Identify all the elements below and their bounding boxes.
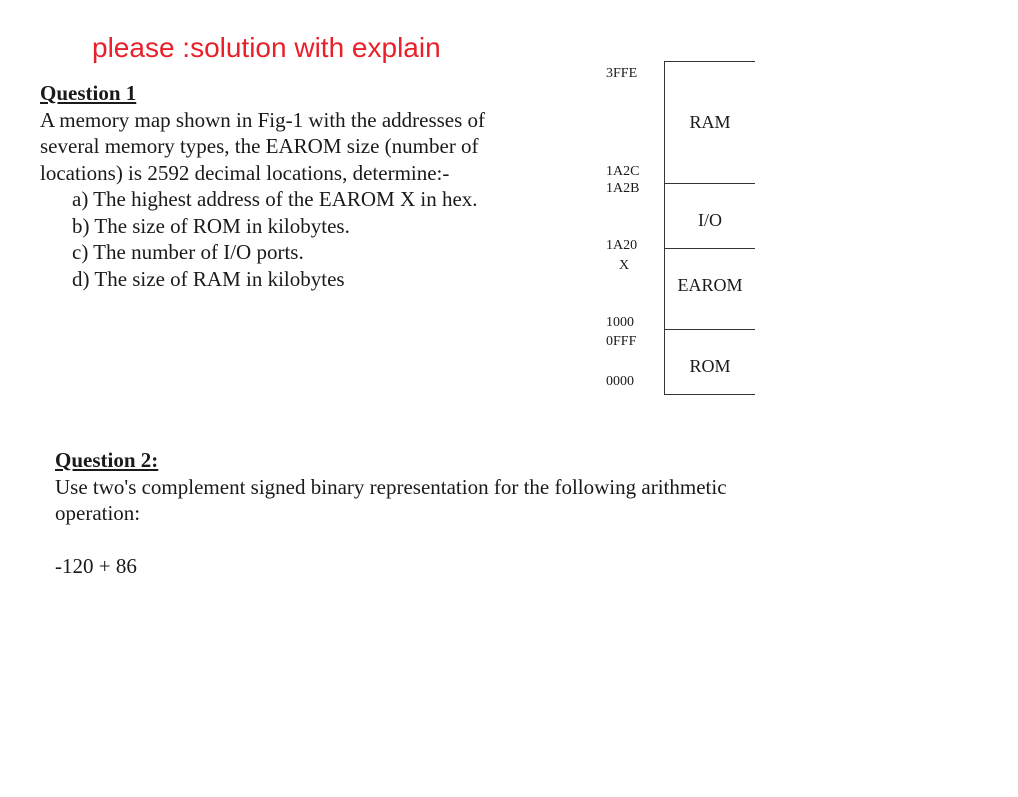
question-2 bbox=[55, 447, 855, 579]
question-2-line-2: operation: bbox=[55, 501, 141, 525]
address-io-bottom: 1A20 bbox=[606, 238, 638, 253]
memory-map-bottom-line bbox=[664, 394, 755, 395]
address-ram-top: 3FFE bbox=[606, 66, 638, 81]
question-1 bbox=[40, 80, 580, 292]
question-1-intro-line-1: A memory map shown in Fig-1 with the addresses of bbox=[40, 107, 486, 132]
address-ram-bottom: 1A2C bbox=[606, 164, 640, 179]
question-2-heading: Question 2: bbox=[55, 448, 159, 472]
memory-map-io-earom-divider bbox=[664, 248, 755, 249]
question-1-part-a: a) The highest address of the EAROM X in hex. bbox=[72, 187, 478, 211]
address-earom-bottom: 1000 bbox=[606, 315, 634, 330]
question-1-part-c: c) The number of I/O ports. bbox=[72, 240, 304, 264]
region-rom-label: ROM bbox=[689, 356, 731, 376]
address-rom-bottom: 0000 bbox=[606, 374, 634, 389]
question-1-intro-line-3: locations) is 2592 decimal locations, determine:- bbox=[40, 160, 450, 185]
memory-map-ram-io-divider bbox=[664, 183, 755, 184]
region-io-label: I/O bbox=[698, 210, 722, 230]
question-1-part-b: b) The size of ROM in kilobytes. bbox=[72, 213, 350, 238]
address-rom-top: 0FFF bbox=[606, 334, 637, 349]
question-1-part-d: d) The size of RAM in kilobytes bbox=[72, 266, 345, 291]
address-earom-top: X bbox=[619, 258, 630, 273]
question-2-expression: -120 + 86 bbox=[55, 553, 137, 578]
request-banner: please :solution with explain bbox=[92, 32, 441, 63]
region-ram-label: RAM bbox=[689, 112, 731, 132]
question-1-parts bbox=[40, 186, 580, 292]
question-1-heading: Question 1 bbox=[40, 81, 137, 105]
memory-map-earom-rom-divider bbox=[664, 329, 755, 330]
question-2-line-1: Use two's complement signed binary representation for the following arithmetic bbox=[55, 474, 727, 499]
memory-map-top-line bbox=[664, 61, 755, 62]
address-io-top: 1A2B bbox=[606, 181, 640, 196]
region-earom-label: EAROM bbox=[677, 275, 743, 295]
memory-map-left-edge bbox=[664, 61, 665, 395]
question-1-intro-line-2: several memory types, the EAROM size (number of bbox=[40, 134, 479, 158]
